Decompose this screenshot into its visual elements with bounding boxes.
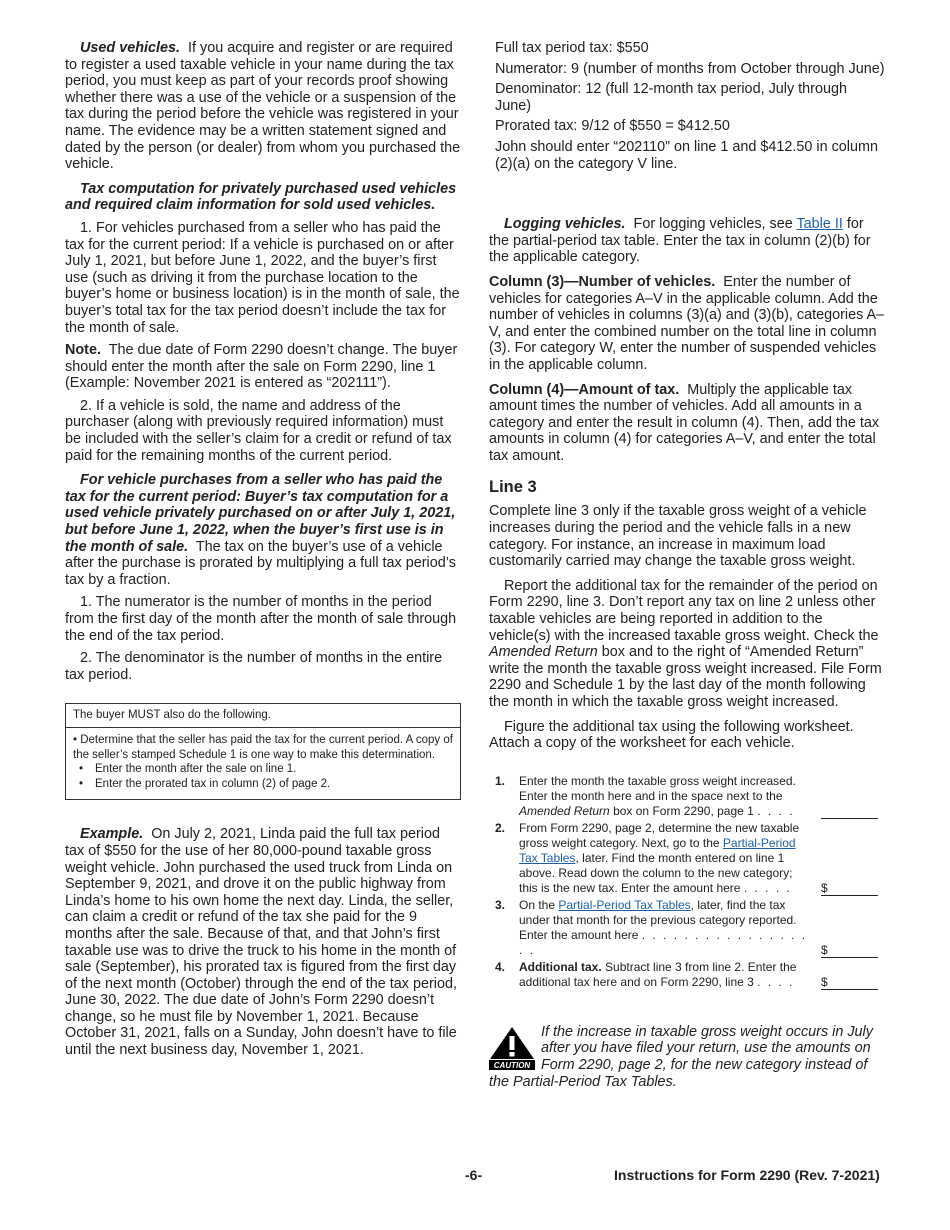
- used-vehicles-heading: Used vehicles.: [80, 40, 180, 56]
- column-3-text: Enter the number of vehicles for categories A–V in the applicable column. Add the number of vehicles in columns (3)(a) and (3)(b), categories A–V, and enter the combined number on the total line in column (3). For category W, enter the number of suspended vehicles in the applicable column.: [489, 273, 885, 373]
- column-3-paragraph: [489, 274, 885, 374]
- box-list: [73, 733, 453, 791]
- box-body: [66, 728, 460, 799]
- calculation-block: [489, 40, 885, 172]
- column-4-paragraph: [489, 382, 885, 465]
- worksheet-line-number: 4.: [495, 959, 506, 974]
- calc-line: Prorated tax: 9/12 of $550 = $412.50: [495, 118, 730, 135]
- worksheet-l2-text-b: , later. Find the month entered on line 1 above. Read down the column to the new category; this is the new tax. Enter the amount here: [519, 850, 793, 895]
- worksheet-line-text: Enter the month the taxable gross weight increased. Enter the month here and in the space next to the Amended Return box on Form 2290, page 1 . . . .: [519, 773, 796, 818]
- partial-period-tax-tables-link[interactable]: Partial-Period Tax Tables: [558, 897, 691, 912]
- box-heading: The buyer MUST also do the following.: [66, 704, 460, 728]
- purchase-paragraph: [65, 472, 461, 588]
- logging-text-pre: For logging vehicles, see: [633, 216, 793, 233]
- example-text: On July 2, 2021, Linda paid the full tax period tax of $550 for the use of her 80,000-pound taxable gross weight vehicle. John purchased the used truck from Linda on September 9, 2021, and drove it on the public highway from Linda’s home to his own home the next day. Linda, the seller, can claim a credit or refund of the tax she paid for the 9 months after the sale. Because of that, and that John’s first taxable use was to drive the truck to his home in the month of sale (September), his prorated tax is figured from the first day of the next month (October) through the end of the tax period, June 30, 2022. The due date of John’s Form 2290 doesn’t change, so he must file by November 1, 2021. Because October 31, 2021, falls on a Sunday, John doesn’t have to file until the next business day, November 1, 2021.: [65, 826, 457, 1059]
- column-4-text: Multiply the applicable tax amount times the number of vehicles. Add all amounts in a category and enter the result in column (4). Then, add the tax amounts in column (4) for categories A–V, and enter the total tax amount.: [489, 381, 880, 464]
- box-list-item: • Enter the prorated tax in column (2) of page 2.: [73, 777, 453, 792]
- footer-title: Instructions for Form 2290 (Rev. 7-2021): [614, 1167, 880, 1183]
- worksheet-line-2: [489, 821, 885, 896]
- worksheet-line-3: [489, 898, 885, 958]
- worksheet-l1-text-a: Enter the month the taxable gross weight increased. Enter the month here and in the space next to the: [519, 773, 796, 803]
- used-vehicles-text: If you acquire and register or are required to register a used taxable vehicle in your name during the tax period, you must keep as part of your records proof showing whether there was a use of the vehicle or a suspension of the tax during the period before the vehicle was registered in your name. The evidence may be a written statement signed and dated by the person (or dealer) from whom you purchased the vehicle.: [65, 40, 461, 173]
- caution-icon: [489, 1026, 535, 1070]
- table-ii-link[interactable]: Table II: [796, 216, 843, 233]
- dollar-sign: $: [821, 942, 828, 957]
- worksheet: [489, 774, 885, 990]
- page-number: -6-: [465, 1167, 483, 1183]
- additional-tax-label: Additional tax.: [519, 959, 602, 974]
- line-3-report-paragraph: [489, 578, 885, 711]
- logging-paragraph: [489, 216, 885, 266]
- amended-return-italic: Amended Return: [489, 644, 598, 661]
- caution-text: If the increase in taxable gross weight occurs in July after you have filed your return, use the amounts on Form 2290, page 2, for the new category instead of the Partial-Period Tax Tables.: [489, 1023, 873, 1090]
- worksheet-l1-text-b: box on Form 2290, page 1: [613, 803, 754, 818]
- note-text: The due date of Form 2290 doesn’t change. The buyer should enter the month after the sale on Form 2290, line 1 (Example: November 2021 is entered as “202111”).: [65, 342, 458, 392]
- worksheet-l1-italic: Amended Return: [519, 803, 610, 818]
- numerator-paragraph: 1. The numerator is the number of months in the period from the first day of the month after the month of sale through the end of the tax period.: [65, 594, 457, 644]
- box-list-item: • Determine that the seller has paid the tax for the current period. A copy of the seller’s stamped Schedule 1 is one way to make this determination.: [73, 733, 453, 762]
- item-1-paragraph: 1. For vehicles purchased from a seller who has paid the tax for the current period: If a vehicle is purchased on or after July 1, 2021, but before June 1, 2022, and the buyer’s first use (such as driving it from the purchase location to the buyer’s home or business location) is in the month of sale, the buyer’s total tax for the tax period doesn’t include the tax for the month of sale.: [65, 219, 460, 336]
- worksheet-l3-text-a: On the: [519, 897, 556, 912]
- logging-label: Logging vehicles.: [504, 216, 626, 233]
- purchase-text: The tax on the buyer’s use of a vehicle after the purchase is prorated by multiplying a full tax period’s tax by a fraction.: [65, 538, 456, 588]
- calc-line: Full tax period tax: $550: [495, 40, 649, 56]
- caution-icon-label: CAUTION: [493, 1060, 531, 1070]
- worksheet-l4-text: Subtract line 3 from line 2. Enter the additional tax here and on Form 2290, line 3: [519, 959, 797, 989]
- worksheet-line-number: 1.: [495, 773, 506, 788]
- line-3-report-text-b: box and to the right of “Amended Return” write the month the taxable gross weight increased. File Form 2290 and Schedule 1 by the last day of the month following the month in which the taxable gross weight increased.: [489, 644, 882, 710]
- partial-period-tax-tables-link[interactable]: Partial-Period Tax Tables: [519, 835, 796, 865]
- line-3-heading: Line 3: [489, 478, 537, 497]
- calc-line: Numerator: 9 (number of months from October through June): [495, 60, 885, 77]
- worksheet-line-text: Additional tax. Subtract line 3 from line 2. Enter the additional tax here and on Form 2290, line 3 . . . .: [519, 959, 797, 989]
- calc-line: Denominator: 12 (full 12-month tax period, July through June): [495, 81, 847, 114]
- worksheet-line-number: 3.: [495, 897, 506, 912]
- worksheet-line-1-answer[interactable]: [821, 804, 878, 819]
- column-4-label: Column (4)—Amount of tax.: [489, 381, 680, 398]
- worksheet-line-1: [489, 774, 885, 819]
- worksheet-line-2-answer[interactable]: [821, 881, 878, 896]
- dollar-sign: $: [821, 974, 828, 989]
- example-label: Example.: [80, 826, 144, 843]
- note-label: Note.: [65, 342, 101, 359]
- line-3-report-text-a: Report the additional tax for the remainder of the period on Form 2290, line 3. Don’t report any tax on line 2 unless other taxable vehicles are being reported in addition to the vehicle(s) with the increased taxable gross weight. Check the: [489, 577, 879, 644]
- caution-note: [489, 1024, 885, 1090]
- denominator-paragraph: 2. The denominator is the number of months in the entire tax period.: [65, 650, 443, 683]
- worksheet-l2-text-a: From Form 2290, page 2, determine the new taxable gross weight category. Next, go to the: [519, 820, 800, 850]
- logging-text-post: for the partial-period tax table. Enter the tax in column (2)(b) for the applicable category.: [489, 216, 871, 266]
- item-2-paragraph: 2. If a vehicle is sold, the name and address of the purchaser (along with previously required information) must be included with the seller’s claim for a credit or refund of tax paid for the remaining months of the current period.: [65, 397, 452, 464]
- worksheet-line-3-answer[interactable]: [821, 943, 878, 958]
- right-column: [489, 40, 885, 1090]
- worksheet-line-4: [489, 960, 885, 990]
- purchase-heading: For vehicle purchases from a seller who has paid the tax for the current period: Buyer’s tax computation for a used vehicle privately purchased on or after July 1, 2021, but before June 1, 2022, when the buyer’s first use is in the month of sale.: [65, 472, 456, 555]
- worksheet-line-4-answer[interactable]: [821, 975, 878, 990]
- dollar-sign: $: [821, 880, 828, 895]
- worksheet-line-text: From Form 2290, page 2, determine the new taxable gross weight category. Next, go to the Partial-Period Tax Tables, later. Find the month entered on line 1 above. Read down the column to the new category; this is the new tax. Enter the amount here . . . . .: [519, 820, 800, 895]
- note-paragraph: [65, 342, 461, 392]
- used-vehicles-paragraph: [65, 40, 461, 173]
- worksheet-intro: Figure the additional tax using the following worksheet. Attach a copy of the worksheet for each vehicle.: [489, 718, 854, 752]
- calc-line: John should enter “202110” on line 1 and $412.50 in column (2)(a) on the category V line.: [495, 138, 878, 172]
- left-column: [65, 40, 461, 1065]
- tax-computation-heading: Tax computation for privately purchased used vehicles and required claim information for sold used vehicles.: [65, 180, 457, 214]
- box-list-item: • Enter the month after the sale on line 1.: [73, 762, 453, 777]
- example-paragraph: [65, 826, 461, 1058]
- line-3-intro: Complete line 3 only if the taxable gross weight of a vehicle increases during the period and the vehicle falls in a new category. For instance, an increase in maximum load customarily carried may change the taxable gross weight.: [489, 503, 867, 570]
- worksheet-l3-text-b: , later, find the tax under that month for the previous category reported. Enter the amount here: [519, 897, 797, 942]
- worksheet-line-text: On the Partial-Period Tax Tables, later, find the tax under that month for the previous category reported. Enter the amount here . . . . . . . . . . . . . . . . . .: [519, 897, 808, 957]
- buyer-requirements-box: [65, 703, 461, 800]
- column-3-label: Column (3)—Number of vehicles.: [489, 273, 716, 290]
- worksheet-line-number: 2.: [495, 820, 506, 835]
